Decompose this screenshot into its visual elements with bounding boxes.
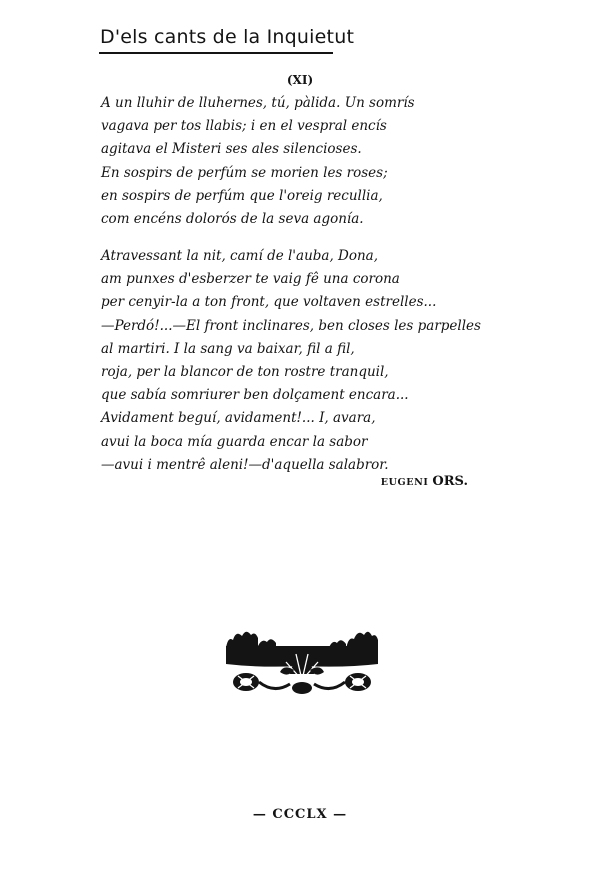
poem-line: —avui i mentrê aleni!—d'aquella salabror. <box>101 456 389 473</box>
poem-line: per cenyir-la a ton front, que voltaven estrelles... <box>101 294 437 311</box>
author-first-name: EUGENI <box>380 477 429 488</box>
poem-line: avui la boca mía guarda encar la sabor <box>101 433 368 450</box>
stanza-2 <box>101 245 481 477</box>
poem-line: vagava per tos llabis; i en el vespral encís <box>101 118 387 135</box>
poem-line: agitava el Misteri ses ales silencioses. <box>101 141 362 158</box>
stanza-1 <box>101 92 415 231</box>
poem-line: En sospirs de perfúm se morien les roses; <box>101 164 388 181</box>
page-number: — CCCLX — <box>252 807 348 822</box>
poem-line: en sospirs de perfúm que l'oreig recullia, <box>101 187 383 204</box>
poem-line: Avidament beguí, avidament!... I, avara, <box>101 410 376 427</box>
author-last-name: ORS. <box>432 474 468 489</box>
poem-line: com encéns dolorós de la seva agonía. <box>101 211 364 228</box>
poem-line: roja, per la blancor de ton rostre tranquil, <box>101 364 389 381</box>
landscape-vignette-icon <box>224 624 380 698</box>
poem-heading: D'els cants de la Inquietut <box>100 26 355 48</box>
poem-line: A un lluhir de lluhernes, tú, pàlida. Un somrís <box>101 95 415 111</box>
poem-line: am punxes d'esberzer te vaig fê una corona <box>101 271 400 288</box>
poem-line: que sabía somriurer ben dolçament encara... <box>101 387 409 404</box>
poem-line: —Perdó!...—El front inclinares, ben closes les parpelles <box>101 317 481 334</box>
poem-line: al martiri. I la sang va baixar, fil a fil, <box>101 340 355 357</box>
heading-underline <box>99 52 333 54</box>
author-signature <box>381 474 468 489</box>
poem-section-numeral: (XI) <box>286 73 314 87</box>
poem-line: Atravessant la nit, camí de l'auba, Dona, <box>101 248 379 264</box>
